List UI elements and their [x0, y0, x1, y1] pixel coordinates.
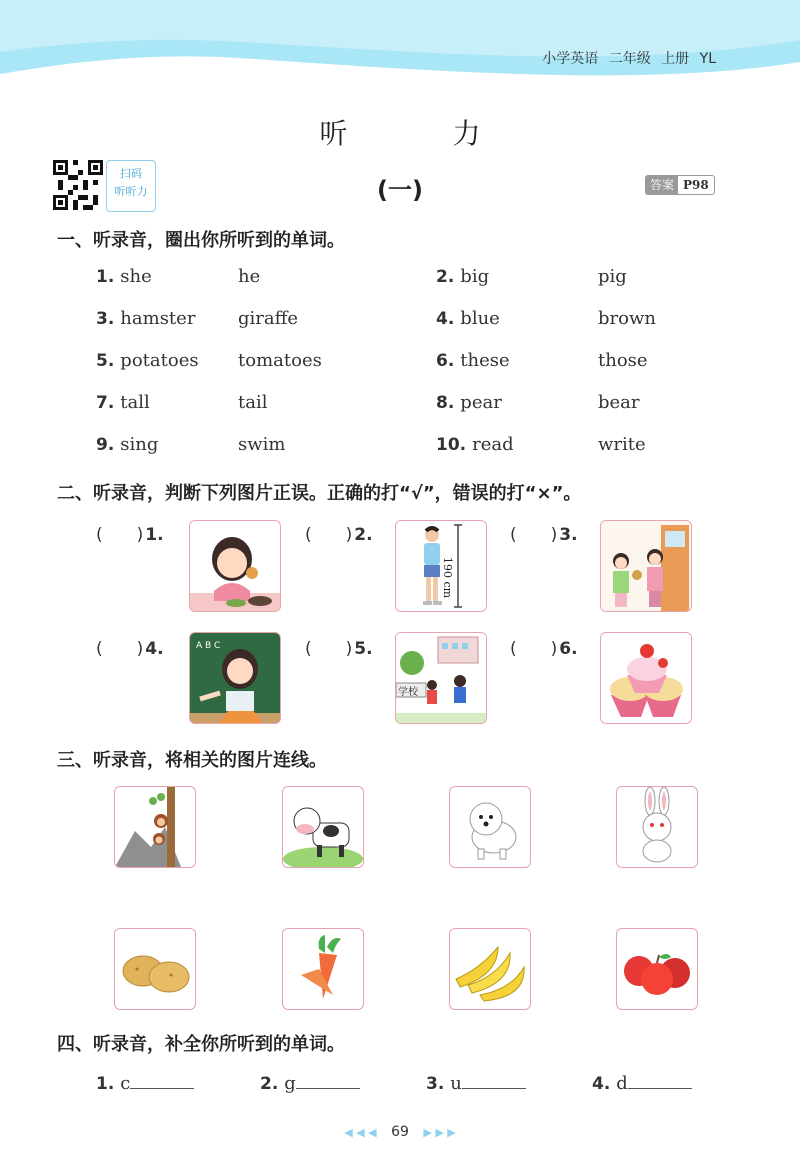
picture-tall-man — [395, 520, 487, 612]
prev-arrows-icon: ◀ ◀ ◀ — [344, 1126, 377, 1139]
word-option[interactable]: he — [238, 266, 261, 287]
header-edition: YL — [699, 51, 716, 67]
potato-icon[interactable] — [114, 928, 196, 1010]
answer-paren-1[interactable]: ( ) 1. — [96, 525, 164, 545]
picture-girl-reading — [189, 632, 281, 724]
fill-item-1: 1. c — [96, 1072, 194, 1094]
picture-girls-at-door — [600, 520, 692, 612]
apple-icon[interactable] — [616, 928, 698, 1010]
word-option[interactable]: giraffe — [238, 308, 299, 329]
word-option[interactable]: 4. blue — [436, 308, 500, 329]
dog-icon[interactable] — [449, 786, 531, 868]
header-band — [0, 0, 800, 90]
word-option[interactable]: 6. these — [436, 350, 510, 371]
fill-item-2: 2. g — [260, 1072, 360, 1094]
page-footer — [0, 1124, 800, 1140]
blank-input-4[interactable] — [628, 1072, 692, 1089]
blank-input-3[interactable] — [462, 1072, 526, 1089]
answer-paren-4[interactable]: ( ) 4. — [96, 639, 164, 659]
header-info — [542, 48, 716, 68]
picture-girl-eating — [189, 520, 281, 612]
word-option[interactable]: 9. sing — [96, 434, 159, 455]
scan-to-listen-label — [106, 160, 156, 212]
word-option[interactable]: 5. potatoes — [96, 350, 199, 371]
section-2-heading: 二、听录音，判断下列图片正误。正确的打“√”，错误的打“×”。 — [57, 483, 582, 504]
blank-input-1[interactable] — [130, 1072, 194, 1089]
page-title: 听 力 — [319, 117, 529, 150]
monkey-icon[interactable] — [114, 786, 196, 868]
header-grade: 二年级 — [608, 51, 651, 67]
answer-paren-2[interactable]: ( ) 2. — [305, 525, 373, 545]
page-number: 69 — [391, 1124, 409, 1140]
word-option[interactable]: write — [598, 434, 646, 455]
word-option[interactable]: 1. she — [96, 266, 152, 287]
word-option[interactable]: 2. big — [436, 266, 490, 287]
answer-page: P98 — [683, 178, 709, 192]
header-term: 上册 — [661, 51, 690, 67]
section-1-heading: 一、听录音，圈出你所听到的单词。 — [57, 230, 345, 251]
answer-reference-badge — [645, 175, 715, 195]
school-sign-text: 学校 — [398, 687, 418, 698]
next-arrows-icon: ▶ ▶ ▶ — [423, 1126, 456, 1139]
word-option[interactable]: brown — [598, 308, 656, 329]
word-option[interactable]: tomatoes — [238, 350, 322, 371]
page-subtitle: (一) — [377, 176, 423, 204]
scan-line-1: 扫码 — [120, 167, 142, 180]
rabbit-icon[interactable] — [616, 786, 698, 868]
picture-going-to-school — [395, 632, 487, 724]
fill-item-3: 3. u — [426, 1072, 526, 1094]
word-option[interactable]: tail — [238, 392, 268, 413]
cow-icon[interactable] — [282, 786, 364, 868]
banana-icon[interactable] — [449, 928, 531, 1010]
picture-cupcakes — [600, 632, 692, 724]
word-option[interactable]: 10. read — [436, 434, 514, 455]
answer-paren-6[interactable]: ( ) 6. — [510, 639, 578, 659]
chalkboard-text: A B C — [196, 641, 221, 651]
answer-paren-5[interactable]: ( ) 5. — [305, 639, 373, 659]
height-label: 190 cm — [441, 557, 454, 599]
answer-paren-3[interactable]: ( ) 3. — [510, 525, 578, 545]
fill-item-4: 4. d — [592, 1072, 692, 1094]
word-option[interactable]: 7. tall — [96, 392, 150, 413]
word-option[interactable]: 3. hamster — [96, 308, 196, 329]
blank-input-2[interactable] — [296, 1072, 360, 1089]
header-subject: 小学英语 — [542, 51, 599, 67]
word-option[interactable]: those — [598, 350, 648, 371]
word-option[interactable]: bear — [598, 392, 640, 413]
carrot-icon[interactable] — [282, 928, 364, 1010]
qr-code-icon[interactable] — [53, 160, 103, 210]
word-option[interactable]: pig — [598, 266, 627, 287]
word-option[interactable]: 8. pear — [436, 392, 502, 413]
section-3-heading: 三、听录音，将相关的图片连线。 — [57, 750, 327, 771]
word-option[interactable]: swim — [238, 434, 286, 455]
section-4-heading: 四、听录音，补全你所听到的单词。 — [57, 1034, 345, 1055]
scan-line-2: 听听力 — [114, 185, 148, 198]
answer-label: 答案 — [646, 176, 678, 194]
